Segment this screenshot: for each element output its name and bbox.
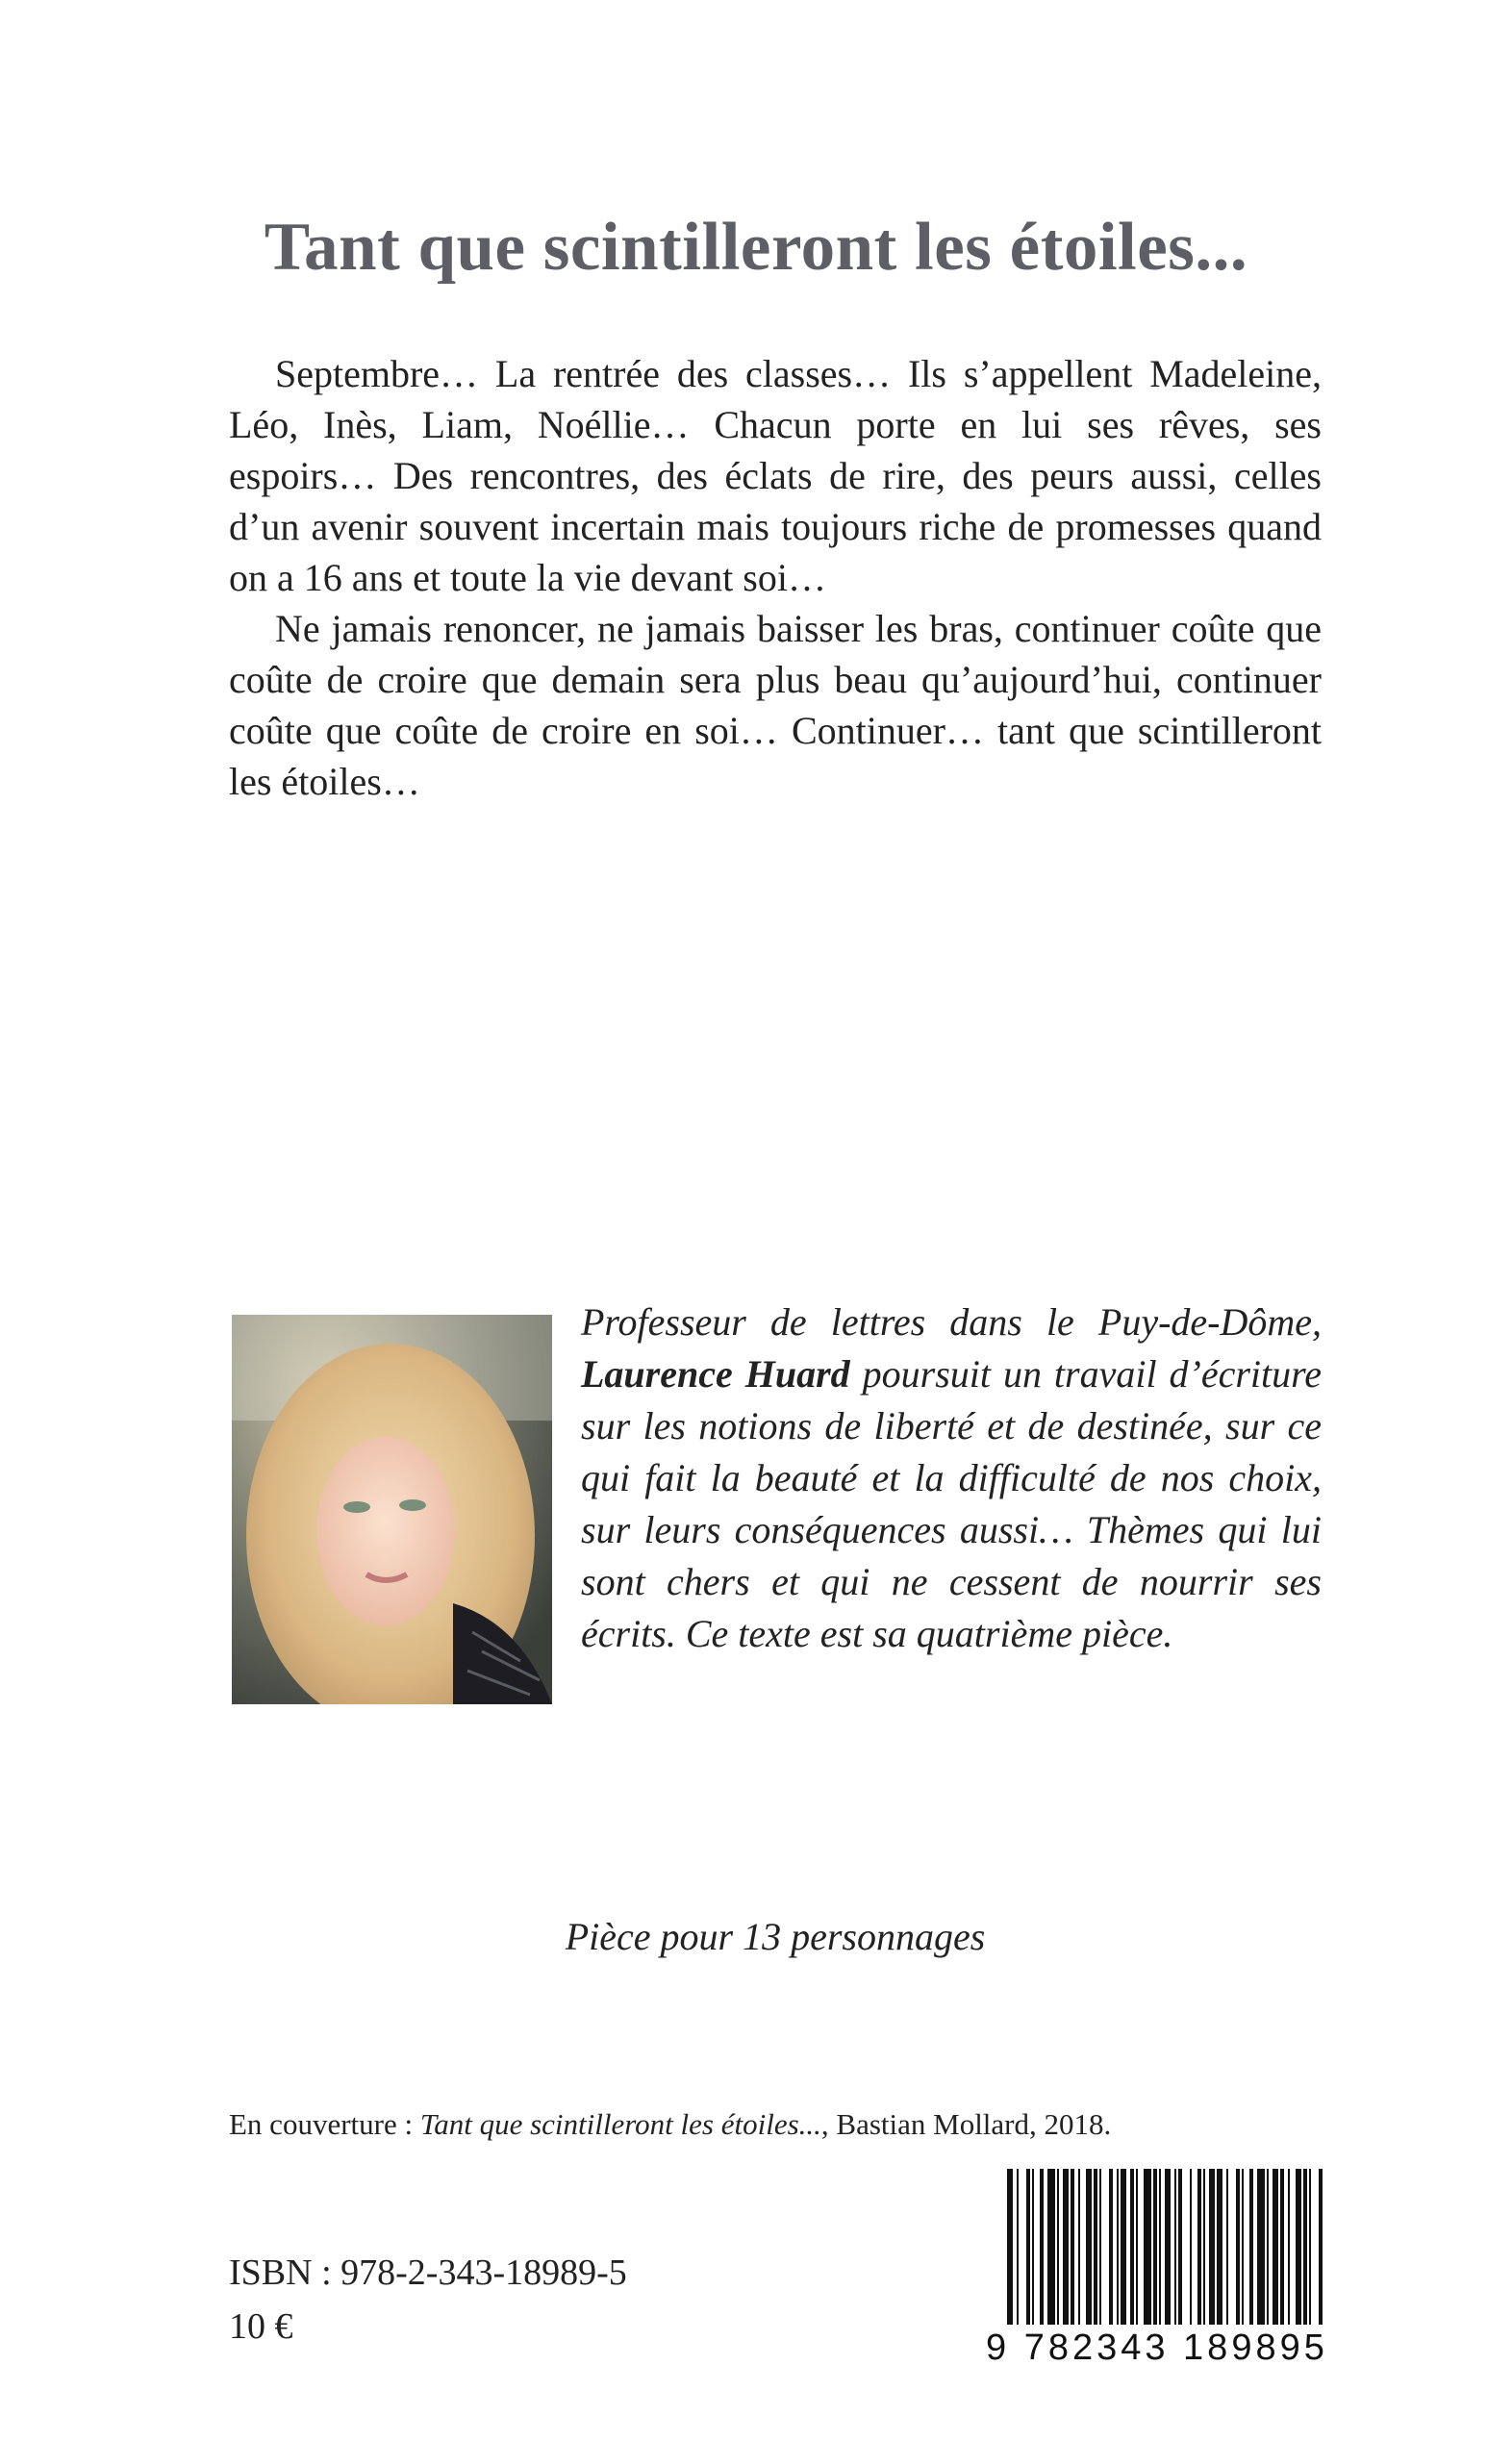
cover-credit xyxy=(229,2107,1111,2142)
book-title: Tant que scintilleront les étoiles... xyxy=(264,210,1248,285)
cover-credit-suffix: , Bastian Mollard, 2018. xyxy=(820,2107,1112,2141)
bio-intro: Professeur de lettres dans le Puy-de-Dôme, xyxy=(581,1300,1322,1344)
cover-credit-work: Tant que scintilleront les étoiles... xyxy=(419,2107,821,2141)
barcode-digits: 9 782343 189895 xyxy=(986,2325,1324,2371)
author-name: Laurence Huard xyxy=(581,1352,850,1396)
author-photo xyxy=(232,1315,552,1704)
price: 10 € xyxy=(229,2306,293,2347)
author-portrait-icon xyxy=(232,1315,552,1704)
synopsis-paragraph-1: Septembre… La rentrée des classes… Ils s’appellent Madeleine, Léo, Inès, Liam, Noéllie… Chacun porte en lui ses rêves, ses espoirs… Des rencontres, des éclats de rire, des peurs aussi, celles d’un avenir souvent incertain mais toujours riche de promesses quand on a 16 ans et toute la vie devant soi… xyxy=(229,352,1322,599)
piece-note: Pièce pour 13 personnages xyxy=(565,1915,986,1958)
isbn: ISBN : 978-2-343-18989-5 xyxy=(229,2252,627,2293)
author-bio xyxy=(581,1296,1322,1660)
synopsis xyxy=(229,348,1322,807)
bio-rest: poursuit un travail d’écriture sur les notions de liberté et de destinée, sur ce qui fait la beauté et la difficulté de nos choix, sur leurs conséquences aussi… Thèmes qui lui sont chers et qui ne cessent de nourrir ses écrits. Ce texte est sa quatrième pièce. xyxy=(581,1352,1322,1655)
cover-credit-prefix: En couverture : xyxy=(229,2107,420,2141)
synopsis-paragraph-2: Ne jamais renoncer, ne jamais baisser les bras, continuer coûte que coûte de croire que demain sera plus beau qu’aujourd’hui, continuer coûte que coûte de croire en soi… Continuer… tant que scintilleront les étoiles… xyxy=(229,607,1322,803)
